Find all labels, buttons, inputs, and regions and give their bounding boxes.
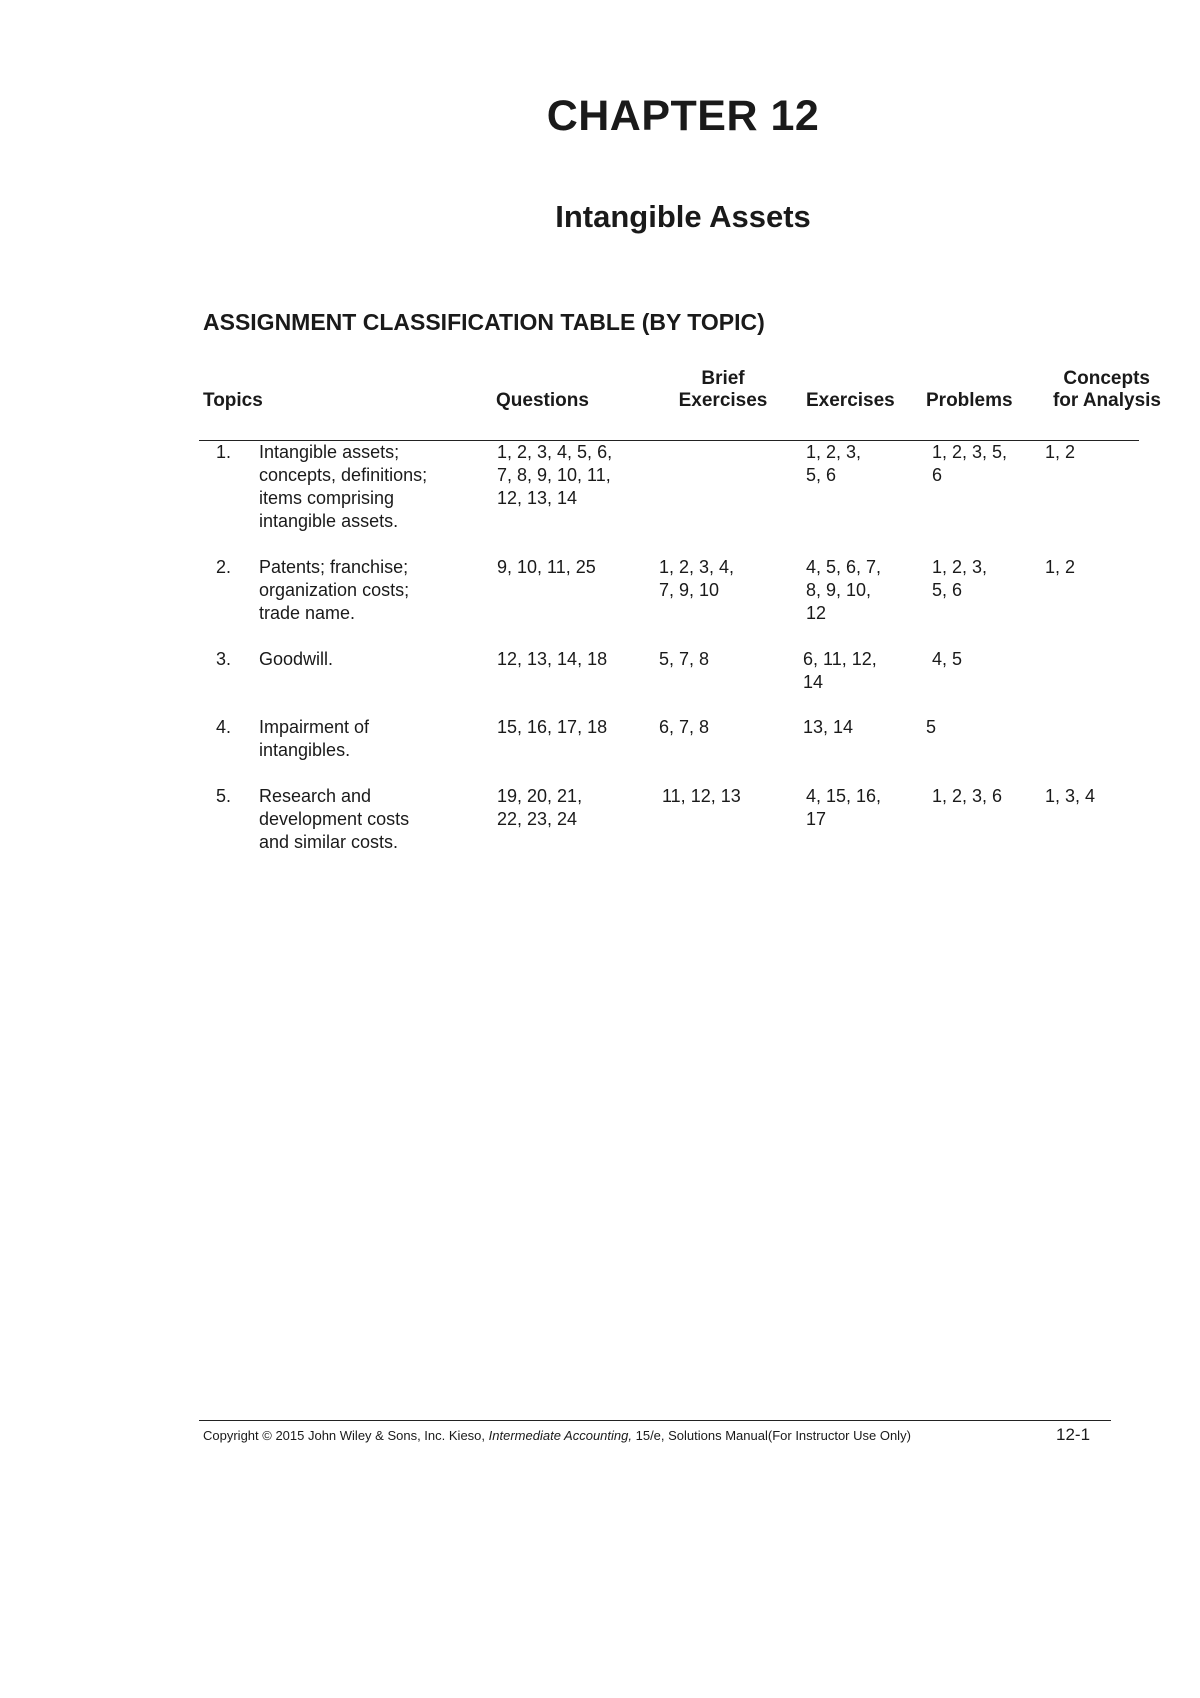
row-concepts: 1, 3, 4 <box>1045 786 1096 806</box>
footer-copyright <box>203 1428 911 1443</box>
footer-book-title: Intermediate Accounting, <box>488 1428 632 1443</box>
footer-note: (For Instructor Use Only) <box>767 1428 911 1443</box>
row-number: 5. <box>216 786 232 806</box>
row-number: 3. <box>216 649 232 669</box>
row-exercises: 4, 5, 6, 7, 8, 9, 10, 12 <box>806 557 882 623</box>
row-topic: Intangible assets; concepts, definitions; items comprising intangible assets. <box>259 442 428 531</box>
row-questions: 9, 10, 11, 25 <box>497 557 596 577</box>
header-problems: Problems <box>926 390 1013 411</box>
footer-copyright-text: Copyright © 2015 John Wiley & Sons, Inc. <box>203 1428 446 1443</box>
table-heading: ASSIGNMENT CLASSIFICATION TABLE (BY TOPIC) <box>203 309 765 335</box>
row-brief-exercises: 5, 7, 8 <box>659 649 710 669</box>
row-questions: 19, 20, 21, 22, 23, 24 <box>497 786 583 829</box>
row-problems: 1, 2, 3, 6 <box>932 786 1003 806</box>
row-number: 1. <box>216 442 232 462</box>
header-topics: Topics <box>203 390 263 411</box>
header-questions: Questions <box>496 390 589 411</box>
footer-edition: 15/e, Solutions Manual <box>635 1428 768 1443</box>
row-number: 2. <box>216 557 232 577</box>
row-exercises: 13, 14 <box>803 717 854 737</box>
row-brief-exercises: 6, 7, 8 <box>659 717 710 737</box>
row-problems: 5 <box>926 717 937 737</box>
row-problems: 1, 2, 3, 5, 6 <box>932 557 988 600</box>
row-exercises: 6, 11, 12, 14 <box>803 649 877 692</box>
row-topic: Patents; franchise; organization costs; trade name. <box>259 557 410 623</box>
row-topic: Impairment of intangibles. <box>259 717 370 760</box>
row-questions: 12, 13, 14, 18 <box>497 649 608 669</box>
footer-rule <box>199 1420 1111 1421</box>
row-questions: 1, 2, 3, 4, 5, 6, 7, 8, 9, 10, 11, 12, 13, 14 <box>497 442 613 508</box>
chapter-subtitle: Intangible Assets <box>555 199 811 234</box>
header-brief-line1: Brief <box>701 368 745 389</box>
header-concepts-line2: for Analysis <box>1052 390 1161 411</box>
row-brief-exercises: 11, 12, 13 <box>662 786 741 806</box>
header-exercises: Exercises <box>806 390 895 411</box>
row-exercises: 1, 2, 3, 5, 6 <box>806 442 862 485</box>
row-exercises: 4, 15, 16, 17 <box>806 786 882 829</box>
row-questions: 15, 16, 17, 18 <box>497 717 608 737</box>
chapter-title: CHAPTER 12 <box>546 92 820 140</box>
row-number: 4. <box>216 717 232 737</box>
row-topic: Research and development costs and similar costs. <box>259 786 410 852</box>
row-concepts: 1, 2 <box>1045 442 1076 462</box>
row-problems: 4, 5 <box>932 649 963 669</box>
row-concepts: 1, 2 <box>1045 557 1076 577</box>
header-concepts-line1: Concepts <box>1063 368 1150 389</box>
row-topic: Goodwill. <box>259 649 334 669</box>
page-number: 12-1 <box>1056 1425 1091 1444</box>
footer-author: Kieso, <box>448 1428 486 1443</box>
row-problems: 1, 2, 3, 5, 6 <box>932 442 1008 485</box>
header-brief-line2: Exercises <box>678 390 768 411</box>
row-brief-exercises: 1, 2, 3, 4, 7, 9, 10 <box>659 557 735 600</box>
